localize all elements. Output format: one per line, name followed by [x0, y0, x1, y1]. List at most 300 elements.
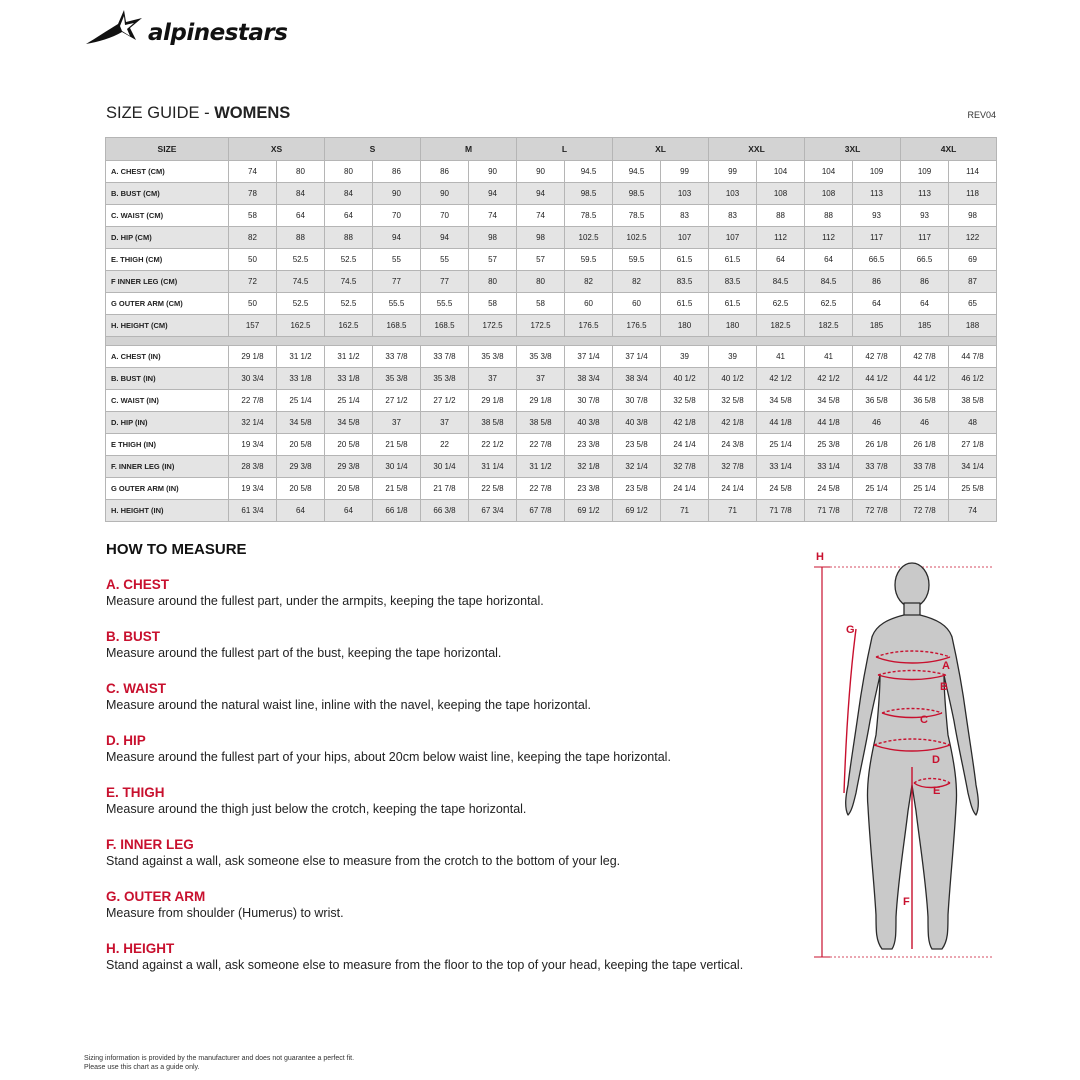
table-cell: 57: [517, 249, 565, 271]
table-cell: 94.5: [613, 161, 661, 183]
table-cell: 168.5: [373, 315, 421, 337]
table-cell: 74: [469, 205, 517, 227]
measure-item: [106, 837, 806, 889]
table-cell: 78.5: [565, 205, 613, 227]
table-cell: 35 3/8: [469, 346, 517, 368]
table-cell: 60: [613, 293, 661, 315]
table-cell: 77: [421, 271, 469, 293]
table-cell: 98: [469, 227, 517, 249]
table-cell: 25 1/4: [901, 478, 949, 500]
table-row: [106, 161, 997, 183]
table-cell: 61.5: [709, 249, 757, 271]
table-cell: 42 1/2: [757, 368, 805, 390]
row-label: E THIGH (IN): [106, 434, 229, 456]
measure-title: F. INNER LEG: [106, 837, 194, 852]
table-cell: 86: [421, 161, 469, 183]
measure-title: E. THIGH: [106, 785, 165, 800]
table-cell: 32 1/4: [229, 412, 277, 434]
table-cell: 24 1/4: [661, 434, 709, 456]
measure-description: Measure around the fullest part of the bust, keeping the tape horizontal.: [106, 646, 502, 660]
measure-description: Measure from shoulder (Humerus) to wrist.: [106, 906, 344, 920]
table-row: [106, 249, 997, 271]
table-cell: 114: [949, 161, 997, 183]
table-cell: 29 3/8: [325, 456, 373, 478]
table-cell: 22 7/8: [517, 434, 565, 456]
table-row: [106, 293, 997, 315]
table-cell: 74: [229, 161, 277, 183]
table-cell: 34 5/8: [805, 390, 853, 412]
row-label: H. HEIGHT (CM): [106, 315, 229, 337]
table-cell: 64: [277, 205, 325, 227]
table-cell: 25 1/4: [325, 390, 373, 412]
table-cell: 84.5: [757, 271, 805, 293]
table-cell: 33 7/8: [901, 456, 949, 478]
disclaimer: [84, 1054, 354, 1072]
table-cell: 55.5: [421, 293, 469, 315]
table-cell: 27 1/2: [421, 390, 469, 412]
table-cell: 33 1/8: [277, 368, 325, 390]
table-cell: 38 5/8: [949, 390, 997, 412]
table-cell: 74: [517, 205, 565, 227]
table-cell: 69: [949, 249, 997, 271]
table-cell: 98: [949, 205, 997, 227]
table-cell: 23 5/8: [613, 478, 661, 500]
table-cell: 34 5/8: [325, 412, 373, 434]
measure-item: [106, 889, 806, 941]
table-row: [106, 434, 997, 456]
table-cell: 74.5: [277, 271, 325, 293]
table-cell: 50: [229, 249, 277, 271]
table-cell: 108: [757, 183, 805, 205]
table-cell: 58: [469, 293, 517, 315]
table-cell: 41: [805, 346, 853, 368]
brand-wordmark: alpinestars: [148, 20, 288, 46]
measure-title: A. CHEST: [106, 577, 170, 592]
table-cell: 60: [565, 293, 613, 315]
table-cell: 57: [469, 249, 517, 271]
table-cell: 162.5: [277, 315, 325, 337]
table-cell: 98.5: [613, 183, 661, 205]
table-cell: 22 5/8: [469, 478, 517, 500]
table-cell: 71 7/8: [805, 500, 853, 522]
table-cell: 182.5: [757, 315, 805, 337]
table-cell: 80: [469, 271, 517, 293]
table-cell: 55: [421, 249, 469, 271]
table-row: [106, 368, 997, 390]
table-cell: 34 1/4: [949, 456, 997, 478]
table-cell: 22 7/8: [517, 478, 565, 500]
spacer-cell: [106, 337, 997, 346]
table-cell: 117: [901, 227, 949, 249]
table-cell: 87: [949, 271, 997, 293]
table-cell: 19 3/4: [229, 434, 277, 456]
table-cell: 176.5: [565, 315, 613, 337]
table-cell: 72: [229, 271, 277, 293]
table-cell: 109: [901, 161, 949, 183]
table-cell: 27 1/2: [373, 390, 421, 412]
table-cell: 29 1/8: [229, 346, 277, 368]
table-cell: 22: [421, 434, 469, 456]
table-cell: 30 3/4: [229, 368, 277, 390]
table-row: [106, 456, 997, 478]
table-cell: 94: [517, 183, 565, 205]
measure-item: [106, 785, 806, 837]
table-cell: 32 5/8: [661, 390, 709, 412]
table-cell: 37: [517, 368, 565, 390]
table-cell: 66 1/8: [373, 500, 421, 522]
table-cell: 44 7/8: [949, 346, 997, 368]
table-cell: 26 1/8: [901, 434, 949, 456]
table-cell: 74.5: [325, 271, 373, 293]
table-cell: 39: [709, 346, 757, 368]
table-cell: 94.5: [565, 161, 613, 183]
table-cell: 69 1/2: [565, 500, 613, 522]
disclaimer-line-1: Sizing information is provided by the manufacturer and does not guarantee a perfect fit.: [84, 1055, 355, 1062]
table-cell: 44 1/2: [853, 368, 901, 390]
table-row: [106, 390, 997, 412]
table-cell: 21 7/8: [421, 478, 469, 500]
table-cell: 98: [517, 227, 565, 249]
table-cell: 34 5/8: [277, 412, 325, 434]
measure-description: Measure around the natural waist line, inline with the navel, keeping the tape horizontal.: [106, 698, 592, 712]
table-cell: 46 1/2: [949, 368, 997, 390]
table-cell: 66.5: [853, 249, 901, 271]
measure-item: [106, 577, 806, 629]
table-cell: 42 7/8: [901, 346, 949, 368]
table-row: [106, 346, 997, 368]
guide-title-prefix: SIZE GUIDE -: [106, 104, 215, 122]
how-to-measure-title: HOW TO MEASURE: [106, 541, 247, 558]
table-cell: 112: [805, 227, 853, 249]
table-cell: 38 5/8: [469, 412, 517, 434]
table-cell: 185: [853, 315, 901, 337]
table-cell: 83: [709, 205, 757, 227]
table-cell: 72 7/8: [853, 500, 901, 522]
table-cell: 58: [229, 205, 277, 227]
table-cell: 27 1/8: [949, 434, 997, 456]
table-cell: 77: [373, 271, 421, 293]
table-cell: 88: [805, 205, 853, 227]
table-cell: 180: [709, 315, 757, 337]
table-cell: 24 1/4: [709, 478, 757, 500]
table-cell: 50: [229, 293, 277, 315]
table-cell: 185: [901, 315, 949, 337]
table-cell: 86: [901, 271, 949, 293]
table-cell: 162.5: [325, 315, 373, 337]
table-cell: 20 5/8: [325, 434, 373, 456]
table-cell: 93: [853, 205, 901, 227]
label-d: D: [932, 754, 940, 766]
table-cell: 94: [373, 227, 421, 249]
table-cell: 23 3/8: [565, 478, 613, 500]
table-cell: 182.5: [805, 315, 853, 337]
table-cell: 32 7/8: [661, 456, 709, 478]
size-header-row: [106, 138, 997, 161]
table-cell: 86: [373, 161, 421, 183]
table-cell: 37 1/4: [565, 346, 613, 368]
table-cell: 90: [469, 161, 517, 183]
table-cell: 64: [901, 293, 949, 315]
table-cell: 62.5: [805, 293, 853, 315]
table-cell: 188: [949, 315, 997, 337]
table-cell: 102.5: [613, 227, 661, 249]
table-cell: 82: [229, 227, 277, 249]
size-header-l: L: [517, 138, 613, 161]
table-cell: 52.5: [277, 293, 325, 315]
table-cell: 20 5/8: [277, 478, 325, 500]
table-cell: 32 1/4: [613, 456, 661, 478]
table-cell: 19 3/4: [229, 478, 277, 500]
guide-title: [106, 104, 290, 123]
table-cell: 22 1/2: [469, 434, 517, 456]
table-cell: 30 1/4: [373, 456, 421, 478]
table-cell: 33 1/4: [805, 456, 853, 478]
size-header-s: S: [325, 138, 421, 161]
table-cell: 42 7/8: [853, 346, 901, 368]
table-cell: 24 5/8: [805, 478, 853, 500]
table-cell: 42 1/8: [709, 412, 757, 434]
table-cell: 71: [661, 500, 709, 522]
table-cell: 36 5/8: [853, 390, 901, 412]
table-cell: 157: [229, 315, 277, 337]
table-cell: 40 1/2: [661, 368, 709, 390]
table-cell: 88: [325, 227, 373, 249]
table-cell: 59.5: [613, 249, 661, 271]
star-logo-icon: [84, 8, 146, 48]
size-header-xs: XS: [229, 138, 325, 161]
table-cell: 80: [325, 161, 373, 183]
table-cell: 112: [757, 227, 805, 249]
table-cell: 117: [853, 227, 901, 249]
table-cell: 38 3/4: [565, 368, 613, 390]
table-cell: 66 3/8: [421, 500, 469, 522]
row-label: G OUTER ARM (CM): [106, 293, 229, 315]
row-label: B. BUST (IN): [106, 368, 229, 390]
table-row: [106, 500, 997, 522]
table-cell: 72 7/8: [901, 500, 949, 522]
table-cell: 23 3/8: [565, 434, 613, 456]
revision-code: REV04: [967, 110, 996, 120]
table-row: [106, 271, 997, 293]
table-cell: 31 1/4: [469, 456, 517, 478]
table-cell: 23 5/8: [613, 434, 661, 456]
guide-title-bold: WOMENS: [214, 104, 291, 122]
table-cell: 38 3/4: [613, 368, 661, 390]
row-label: C. WAIST (CM): [106, 205, 229, 227]
table-cell: 22 7/8: [229, 390, 277, 412]
table-cell: 88: [277, 227, 325, 249]
size-table-body: [106, 161, 997, 522]
table-cell: 48: [949, 412, 997, 434]
table-cell: 46: [901, 412, 949, 434]
table-cell: 37: [421, 412, 469, 434]
table-cell: 26 1/8: [853, 434, 901, 456]
row-label: F. INNER LEG (IN): [106, 456, 229, 478]
table-cell: 84.5: [805, 271, 853, 293]
table-cell: 35 3/8: [517, 346, 565, 368]
table-cell: 44 1/2: [901, 368, 949, 390]
table-cell: 65: [949, 293, 997, 315]
table-cell: 83.5: [661, 271, 709, 293]
table-cell: 30 7/8: [565, 390, 613, 412]
table-cell: 83.5: [709, 271, 757, 293]
label-h: H: [816, 551, 824, 563]
table-cell: 52.5: [325, 249, 373, 271]
row-label: H. HEIGHT (IN): [106, 500, 229, 522]
table-cell: 82: [613, 271, 661, 293]
table-cell: 61.5: [661, 249, 709, 271]
table-cell: 61 3/4: [229, 500, 277, 522]
table-cell: 37 1/4: [613, 346, 661, 368]
table-cell: 118: [949, 183, 997, 205]
measure-title: G. OUTER ARM: [106, 889, 206, 904]
table-cell: 80: [517, 271, 565, 293]
label-c: C: [920, 714, 928, 726]
table-cell: 172.5: [469, 315, 517, 337]
table-cell: 31 1/2: [325, 346, 373, 368]
table-row: [106, 227, 997, 249]
row-label: C. WAIST (IN): [106, 390, 229, 412]
table-spacer-row: [106, 337, 997, 346]
table-cell: 21 5/8: [373, 434, 421, 456]
size-header-m: M: [421, 138, 517, 161]
table-cell: 32 5/8: [709, 390, 757, 412]
table-cell: 88: [757, 205, 805, 227]
table-cell: 107: [709, 227, 757, 249]
table-cell: 40 3/8: [565, 412, 613, 434]
table-cell: 40 3/8: [613, 412, 661, 434]
table-cell: 90: [517, 161, 565, 183]
size-table: [105, 137, 997, 522]
table-cell: 25 1/4: [853, 478, 901, 500]
table-cell: 55: [373, 249, 421, 271]
table-cell: 36 5/8: [901, 390, 949, 412]
table-cell: 67 7/8: [517, 500, 565, 522]
table-cell: 29 1/8: [469, 390, 517, 412]
table-cell: 29 3/8: [277, 456, 325, 478]
measure-description: Measure around the thigh just below the crotch, keeping the tape horizontal.: [106, 802, 527, 816]
table-cell: 67 3/4: [469, 500, 517, 522]
table-cell: 24 3/8: [709, 434, 757, 456]
table-cell: 25 5/8: [949, 478, 997, 500]
table-cell: 64: [325, 205, 373, 227]
table-cell: 25 1/4: [277, 390, 325, 412]
table-cell: 71: [709, 500, 757, 522]
table-cell: 61.5: [709, 293, 757, 315]
table-cell: 71 7/8: [757, 500, 805, 522]
table-cell: 104: [757, 161, 805, 183]
row-label: F INNER LEG (CM): [106, 271, 229, 293]
table-cell: 52.5: [277, 249, 325, 271]
table-cell: 83: [661, 205, 709, 227]
table-cell: 35 3/8: [373, 368, 421, 390]
row-label: G OUTER ARM (IN): [106, 478, 229, 500]
table-cell: 32 7/8: [709, 456, 757, 478]
table-cell: 78: [229, 183, 277, 205]
row-label: E. THIGH (CM): [106, 249, 229, 271]
table-cell: 31 1/2: [517, 456, 565, 478]
table-cell: 35 3/8: [421, 368, 469, 390]
table-cell: 180: [661, 315, 709, 337]
table-cell: 64: [277, 500, 325, 522]
table-cell: 90: [421, 183, 469, 205]
table-cell: 84: [277, 183, 325, 205]
table-cell: 78.5: [613, 205, 661, 227]
table-cell: 25 3/8: [805, 434, 853, 456]
measure-description: Measure around the fullest part of your hips, about 20cm below waist line, keeping the tape horizontal.: [106, 750, 671, 764]
table-cell: 42 1/8: [661, 412, 709, 434]
measure-title: H. HEIGHT: [106, 941, 175, 956]
table-cell: 30 1/4: [421, 456, 469, 478]
table-cell: 42 1/2: [805, 368, 853, 390]
table-cell: 33 7/8: [853, 456, 901, 478]
measure-title: D. HIP: [106, 733, 146, 748]
table-cell: 108: [805, 183, 853, 205]
size-header-4xl: 4XL: [901, 138, 997, 161]
measure-item: [106, 733, 806, 785]
table-cell: 30 7/8: [613, 390, 661, 412]
table-cell: 25 1/4: [757, 434, 805, 456]
table-cell: 69 1/2: [613, 500, 661, 522]
measure-description: Stand against a wall, ask someone else to measure from the floor to the top of your head, keeping the tape vertical.: [106, 958, 744, 972]
measure-description: Stand against a wall, ask someone else to measure from the crotch to the bottom of your leg.: [106, 854, 621, 868]
table-cell: 39: [661, 346, 709, 368]
table-cell: 109: [853, 161, 901, 183]
table-cell: 94: [421, 227, 469, 249]
table-cell: 55.5: [373, 293, 421, 315]
table-cell: 70: [421, 205, 469, 227]
size-header-3xl: 3XL: [805, 138, 901, 161]
table-cell: 80: [277, 161, 325, 183]
measure-title: B. BUST: [106, 629, 160, 644]
table-cell: 33 1/4: [757, 456, 805, 478]
table-cell: 64: [757, 249, 805, 271]
table-cell: 33 7/8: [421, 346, 469, 368]
label-f: F: [903, 896, 910, 908]
table-cell: 33 7/8: [373, 346, 421, 368]
table-cell: 41: [757, 346, 805, 368]
table-cell: 62.5: [757, 293, 805, 315]
label-a: A: [942, 660, 950, 672]
row-label: D. HIP (IN): [106, 412, 229, 434]
measure-item: [106, 681, 806, 733]
row-label: A. CHEST (IN): [106, 346, 229, 368]
size-header-xl: XL: [613, 138, 709, 161]
table-row: [106, 315, 997, 337]
table-cell: 38 5/8: [517, 412, 565, 434]
table-cell: 61.5: [661, 293, 709, 315]
table-cell: 44 1/8: [805, 412, 853, 434]
table-cell: 98.5: [565, 183, 613, 205]
measure-title: C. WAIST: [106, 681, 166, 696]
table-cell: 93: [901, 205, 949, 227]
table-row: [106, 205, 997, 227]
table-row: [106, 478, 997, 500]
table-cell: 33 1/8: [325, 368, 373, 390]
table-cell: 99: [661, 161, 709, 183]
table-cell: 70: [373, 205, 421, 227]
table-cell: 102.5: [565, 227, 613, 249]
table-cell: 32 1/8: [565, 456, 613, 478]
table-cell: 103: [709, 183, 757, 205]
table-row: [106, 183, 997, 205]
table-cell: 99: [709, 161, 757, 183]
body-figure: [800, 545, 1000, 965]
table-cell: 168.5: [421, 315, 469, 337]
measure-item: [106, 629, 806, 681]
table-cell: 82: [565, 271, 613, 293]
table-cell: 66.5: [901, 249, 949, 271]
